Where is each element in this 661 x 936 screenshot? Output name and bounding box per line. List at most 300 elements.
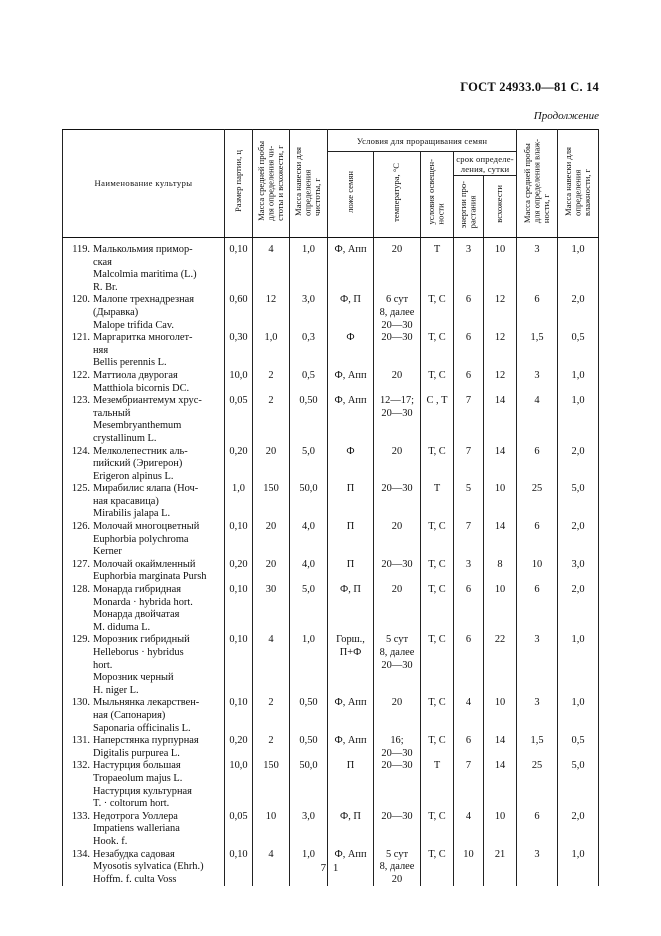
- germination-cell: 22: [484, 634, 517, 697]
- col-name-header: Наименование культуры: [63, 130, 225, 238]
- germination-cell: 14: [484, 446, 517, 484]
- crop-name-line: Mesembryanthemum: [93, 420, 182, 432]
- table-row: [63, 332, 599, 370]
- light-cell: Т, С: [421, 634, 454, 697]
- table-row: [63, 238, 599, 295]
- temperature-line: 8, далее: [379, 861, 415, 873]
- energy-cell: 7: [454, 521, 484, 559]
- bed-cell: Ф, Апп: [328, 735, 374, 760]
- crop-name-line: ная (Сапонария): [93, 709, 166, 721]
- avg-sample-cell: 150: [253, 760, 290, 810]
- crop-name-line: Монарда двойчатая: [93, 609, 180, 621]
- crop-name-first-line: [66, 634, 224, 647]
- temperature-line: 20: [391, 873, 403, 885]
- crop-name-line: hort.: [93, 659, 113, 671]
- energy-cell: 6: [454, 735, 484, 760]
- crop-name-line: Malope trifida Cav.: [93, 319, 174, 331]
- crop-name-line: Euphorbia polychroma: [93, 533, 189, 545]
- avg-moisture-cell: 3: [517, 370, 558, 395]
- page-number: 7 1: [320, 862, 341, 874]
- table-row: [63, 760, 599, 810]
- lot-size-cell: 0,10: [225, 849, 253, 887]
- crop-name-line: ская: [93, 256, 112, 268]
- temperature-line: 20—30: [381, 747, 413, 759]
- sample-moisture-cell: 1,0: [558, 634, 599, 697]
- bed-cell: Ф, П: [328, 811, 374, 849]
- crop-name-line: Monarda · hybrida hort.: [93, 596, 193, 608]
- bed-cell: Ф, Апп: [328, 395, 374, 445]
- avg-sample-cell: 20: [253, 521, 290, 559]
- crop-name-cell: [63, 811, 225, 849]
- lot-size-cell: 0,10: [225, 584, 253, 634]
- crop-name-line: няя: [93, 344, 109, 356]
- row-number: 121.: [71, 332, 90, 344]
- germination-cell: 12: [484, 294, 517, 332]
- temperature-line: 20: [391, 697, 403, 709]
- crop-name-line: R. Br.: [93, 281, 118, 293]
- crop-name-text: Молочай окаймленный: [93, 558, 196, 570]
- bed-cell: Ф, Апп: [328, 238, 374, 295]
- energy-cell: 4: [454, 697, 484, 735]
- crop-name-first-line: [66, 332, 224, 345]
- continued-label: Продолжение: [533, 110, 599, 122]
- sample-purity-cell: 5,0: [290, 584, 328, 634]
- avg-moisture-cell: 6: [517, 811, 558, 849]
- temperature-line: 16;: [390, 735, 404, 747]
- lot-size-cell: 0,20: [225, 446, 253, 484]
- light-cell: Т, С: [421, 332, 454, 370]
- temperature-cell: [374, 584, 421, 634]
- crop-name-text: Морозник гибридный: [93, 634, 190, 646]
- row-number: 133.: [71, 810, 90, 822]
- germination-cell: 12: [484, 370, 517, 395]
- lot-size-cell: 0,10: [225, 634, 253, 697]
- col-bed-header: ложе семян: [328, 152, 374, 238]
- crop-name-cell: [63, 395, 225, 445]
- lot-size-cell: 0,05: [225, 811, 253, 849]
- sample-moisture-cell: 2,0: [558, 294, 599, 332]
- avg-sample-cell: 4: [253, 849, 290, 887]
- energy-cell: 6: [454, 294, 484, 332]
- bed-cell: Ф, Апп: [328, 697, 374, 735]
- avg-moisture-cell: 6: [517, 521, 558, 559]
- table-row: [63, 697, 599, 735]
- temperature-cell: [374, 811, 421, 849]
- energy-cell: 3: [454, 238, 484, 295]
- table-row: [63, 395, 599, 445]
- avg-sample-cell: 12: [253, 294, 290, 332]
- row-number: 123.: [71, 395, 90, 407]
- temperature-cell: [374, 697, 421, 735]
- sample-purity-cell: 4,0: [290, 559, 328, 584]
- crop-name-text: Малопе трехнадрезная: [93, 294, 195, 306]
- crop-name-first-line: [66, 370, 224, 383]
- temperature-cell: [374, 370, 421, 395]
- table-row: [63, 446, 599, 484]
- sample-moisture-cell: 1,0: [558, 238, 599, 295]
- lot-size-cell: 0,20: [225, 559, 253, 584]
- germination-cell: 12: [484, 332, 517, 370]
- row-number: 119.: [72, 244, 90, 255]
- bed-cell: Ф: [328, 446, 374, 484]
- light-cell: Т, С: [421, 370, 454, 395]
- crop-name-first-line: [66, 446, 224, 459]
- crop-name-line: Mirabilis jalapa L.: [93, 508, 171, 520]
- sample-purity-cell: 0,5: [290, 370, 328, 395]
- crop-name-line: ная красавица): [93, 495, 159, 507]
- crop-name-text: Маттиола двурогая: [93, 369, 178, 381]
- row-number: 129.: [71, 634, 90, 646]
- crop-name-line: Hook. f.: [93, 835, 128, 847]
- crop-name-text: Маргаритка многолет-: [93, 332, 193, 344]
- avg-moisture-cell: 1,5: [517, 735, 558, 760]
- energy-cell: 6: [454, 634, 484, 697]
- row-number: 125.: [71, 483, 90, 495]
- temperature-cell: [374, 238, 421, 295]
- col-avg-sample-header: Масса средней пробы для определения чи- стоты и всхожести, г: [253, 130, 290, 238]
- crop-name-line: Hoffm. f. culta Voss: [93, 873, 177, 885]
- germination-conditions-header: Условия для проращивания семян: [328, 130, 517, 152]
- avg-moisture-cell: 3: [517, 849, 558, 887]
- germination-cell: 10: [484, 238, 517, 295]
- germination-cell: 10: [484, 811, 517, 849]
- germination-cell: 10: [484, 483, 517, 521]
- light-cell: С , Т: [421, 395, 454, 445]
- bed-cell: Ф, Апп: [328, 849, 374, 887]
- crop-name-text: Настурция большая: [93, 760, 181, 772]
- avg-sample-cell: 4: [253, 634, 290, 697]
- row-number: 131.: [71, 735, 90, 747]
- temperature-line: 20—30: [381, 558, 413, 570]
- crop-name-line: Настурция культурная: [93, 785, 192, 797]
- row-number: 130.: [71, 697, 90, 709]
- temperature-line: 20—30: [381, 483, 413, 495]
- temperature-cell: [374, 634, 421, 697]
- temperature-line: 20: [391, 584, 403, 596]
- crop-name-text: Наперстянка пурпурная: [93, 735, 199, 747]
- crop-name-cell: [63, 238, 225, 295]
- col-energy-header: энергии про- растания: [454, 176, 484, 238]
- avg-moisture-cell: 25: [517, 760, 558, 810]
- avg-sample-cell: 150: [253, 483, 290, 521]
- sample-purity-cell: 0,3: [290, 332, 328, 370]
- crop-name-cell: [63, 294, 225, 332]
- row-number: 120.: [71, 294, 90, 306]
- temperature-cell: [374, 735, 421, 760]
- crop-name-first-line: [66, 760, 224, 773]
- germination-cell: 21: [484, 849, 517, 887]
- sample-moisture-cell: 2,0: [558, 584, 599, 634]
- avg-sample-cell: 2: [253, 395, 290, 445]
- col-temperature-header: температура, °С: [374, 152, 421, 238]
- light-cell: Т: [421, 483, 454, 521]
- avg-sample-cell: 20: [253, 446, 290, 484]
- sample-purity-cell: 0,50: [290, 735, 328, 760]
- row-number: 128.: [71, 584, 90, 596]
- crop-name-first-line: [66, 697, 224, 710]
- bed-cell: Горш., П+Ф: [328, 634, 374, 697]
- energy-cell: 4: [454, 811, 484, 849]
- crop-table: [62, 129, 599, 886]
- table-header: [63, 130, 599, 238]
- table-row: [63, 559, 599, 584]
- row-number: 132.: [71, 760, 90, 772]
- avg-sample-cell: 2: [253, 370, 290, 395]
- crop-name-first-line: [66, 811, 224, 824]
- light-cell: Т, С: [421, 811, 454, 849]
- crop-name-line: Морозник черный: [93, 672, 174, 684]
- avg-moisture-cell: 3: [517, 634, 558, 697]
- sample-purity-cell: 3,0: [290, 811, 328, 849]
- temperature-cell: [374, 446, 421, 484]
- col-sample-moisture-header: Масса навески для определения влажности, г: [558, 130, 599, 238]
- crop-name-line: (Дыравка): [93, 306, 139, 318]
- avg-moisture-cell: 10: [517, 559, 558, 584]
- crop-name-line: Malcolmia maritima (L.): [93, 269, 197, 281]
- crop-name-first-line: [66, 735, 224, 748]
- lot-size-cell: 10,0: [225, 370, 253, 395]
- avg-moisture-cell: 6: [517, 584, 558, 634]
- temperature-line: 12—17;: [379, 395, 415, 407]
- light-cell: Т: [421, 760, 454, 810]
- temperature-line: 20: [391, 244, 403, 255]
- sample-moisture-cell: 1,0: [558, 370, 599, 395]
- crop-name-cell: [63, 446, 225, 484]
- temperature-cell: [374, 559, 421, 584]
- crop-name-cell: [63, 370, 225, 395]
- bed-cell: Ф, П: [328, 584, 374, 634]
- temperature-line: 8, далее: [379, 306, 415, 318]
- temperature-cell: [374, 521, 421, 559]
- table-row: [63, 811, 599, 849]
- crop-name-cell: [63, 634, 225, 697]
- temperature-line: 5 сут: [385, 848, 408, 860]
- col-lot-size-header: Размер партии, ц: [225, 130, 253, 238]
- lot-size-cell: 0,10: [225, 697, 253, 735]
- crop-name-text: Мыльнянка лекарствен-: [93, 697, 200, 709]
- crop-name-text: Малькольмия примор-: [93, 244, 193, 255]
- temperature-cell: [374, 332, 421, 370]
- avg-sample-cell: 1,0: [253, 332, 290, 370]
- crop-name-line: Impatiens walleriana: [93, 823, 180, 835]
- avg-moisture-cell: 6: [517, 446, 558, 484]
- sample-purity-cell: 0,50: [290, 395, 328, 445]
- lot-size-cell: 1,0: [225, 483, 253, 521]
- germination-cell: 10: [484, 584, 517, 634]
- sample-moisture-cell: 0,5: [558, 332, 599, 370]
- crop-name-text: Мирабилис ялапа (Ноч-: [93, 483, 199, 495]
- avg-moisture-cell: 3: [517, 697, 558, 735]
- crop-name-line: Euphorbia marginata Pursh: [93, 571, 207, 583]
- crop-name-line: Kerner: [93, 546, 122, 558]
- lot-size-cell: 0,05: [225, 395, 253, 445]
- sample-moisture-cell: 1,0: [558, 697, 599, 735]
- row-number: 124.: [71, 445, 90, 457]
- sample-purity-cell: 3,0: [290, 294, 328, 332]
- sample-purity-cell: 1,0: [290, 238, 328, 295]
- row-number: 126.: [71, 521, 90, 533]
- table-row: [63, 735, 599, 760]
- avg-moisture-cell: 25: [517, 483, 558, 521]
- row-number: 134.: [71, 848, 90, 860]
- crop-name-text: Мелколепестник аль-: [93, 445, 188, 457]
- crop-name-first-line: [66, 483, 224, 496]
- sample-purity-cell: 0,50: [290, 697, 328, 735]
- light-cell: Т, С: [421, 521, 454, 559]
- table-row: [63, 584, 599, 634]
- table-body: [63, 238, 599, 887]
- avg-moisture-cell: 6: [517, 294, 558, 332]
- crop-name-cell: [63, 584, 225, 634]
- crop-name-first-line: [66, 584, 224, 597]
- temperature-line: 20—30: [381, 407, 413, 419]
- crop-name-line: Helleborus · hybridus: [93, 647, 184, 658]
- energy-cell: 10: [454, 849, 484, 887]
- light-cell: Т, С: [421, 584, 454, 634]
- avg-moisture-cell: 3: [517, 238, 558, 295]
- bed-cell: Ф: [328, 332, 374, 370]
- light-cell: Т, С: [421, 697, 454, 735]
- crop-name-line: T. · coltorum hort.: [93, 798, 170, 810]
- energy-cell: 6: [454, 584, 484, 634]
- crop-name-line: Erigeron alpinus L.: [93, 470, 174, 482]
- bed-cell: П: [328, 483, 374, 521]
- lot-size-cell: 10,0: [225, 760, 253, 810]
- crop-name-line: M. diduma L.: [93, 621, 151, 633]
- crop-name-first-line: [66, 521, 224, 534]
- table-row: [63, 370, 599, 395]
- crop-name-text: Молочай многоцветный: [93, 521, 200, 533]
- crop-name-line: Digitalis purpurea L.: [93, 747, 180, 759]
- col-avg-moisture-header: Масса средней пробы для определения влаж- ности, г: [517, 130, 558, 238]
- energy-cell: 6: [454, 332, 484, 370]
- crop-name-line: crystallinum L.: [93, 432, 157, 444]
- row-number: 127.: [71, 558, 90, 570]
- sample-purity-cell: 1,0: [290, 634, 328, 697]
- light-cell: Т, С: [421, 294, 454, 332]
- lot-size-cell: 0,10: [225, 521, 253, 559]
- lot-size-cell: 0,20: [225, 735, 253, 760]
- col-sample-purity-header: Масса навески для определения чистоты, г: [290, 130, 328, 238]
- col-germination-header: всхожести: [484, 176, 517, 238]
- table-row: [63, 634, 599, 697]
- avg-sample-cell: 10: [253, 811, 290, 849]
- crop-name-cell: [63, 332, 225, 370]
- crop-name-line: Myosotis sylvatica (Ehrh.): [93, 861, 204, 873]
- energy-cell: 6: [454, 370, 484, 395]
- sample-purity-cell: 50,0: [290, 760, 328, 810]
- temperature-line: 20—30: [381, 659, 413, 671]
- sample-moisture-cell: 2,0: [558, 521, 599, 559]
- energy-cell: 5: [454, 483, 484, 521]
- table-row: [63, 521, 599, 559]
- avg-sample-cell: 2: [253, 697, 290, 735]
- light-cell: Т, С: [421, 559, 454, 584]
- sample-moisture-cell: 2,0: [558, 446, 599, 484]
- sample-moisture-cell: 5,0: [558, 760, 599, 810]
- crop-name-first-line: [66, 849, 224, 862]
- sample-moisture-cell: 5,0: [558, 483, 599, 521]
- temperature-line: 6 сут: [385, 294, 408, 306]
- avg-sample-cell: 30: [253, 584, 290, 634]
- energy-cell: 3: [454, 559, 484, 584]
- avg-moisture-cell: 1,5: [517, 332, 558, 370]
- bed-cell: Ф, П: [328, 294, 374, 332]
- germination-cell: 14: [484, 735, 517, 760]
- bed-cell: П: [328, 760, 374, 810]
- energy-cell: 7: [454, 760, 484, 810]
- lot-size-cell: 0,30: [225, 332, 253, 370]
- crop-name-line: пийский (Эригерон): [93, 458, 183, 470]
- light-cell: Т, С: [421, 849, 454, 887]
- light-cell: Т: [421, 238, 454, 295]
- temperature-line: 8, далее: [379, 647, 415, 658]
- temperature-cell: [374, 294, 421, 332]
- temperature-line: 20—30: [381, 810, 413, 822]
- temperature-cell: [374, 395, 421, 445]
- crop-name-text: Недотрога Уоллера: [93, 810, 178, 822]
- energy-cell: 7: [454, 446, 484, 484]
- temperature-line: 20: [391, 521, 403, 533]
- light-cell: Т, С: [421, 446, 454, 484]
- temperature-cell: [374, 760, 421, 810]
- crop-name-text: Монарда гибридная: [93, 584, 182, 596]
- avg-sample-cell: 20: [253, 559, 290, 584]
- germination-cell: 14: [484, 760, 517, 810]
- row-number: 122.: [71, 369, 90, 381]
- sample-purity-cell: 1,0: [290, 849, 328, 887]
- crop-name-cell: [63, 521, 225, 559]
- crop-name-line: Tropaeolum majus L.: [93, 772, 183, 784]
- crop-name-cell: [63, 697, 225, 735]
- term-header: срок определе- ления, сутки: [454, 152, 517, 176]
- crop-name-first-line: [66, 395, 224, 408]
- sample-purity-cell: 5,0: [290, 446, 328, 484]
- bed-cell: П: [328, 521, 374, 559]
- crop-name-line: тальный: [93, 407, 131, 419]
- crop-name-line: Saponaria officinalis L.: [93, 722, 191, 734]
- crop-name-first-line: [66, 244, 224, 257]
- germination-cell: 14: [484, 521, 517, 559]
- bed-cell: Ф, Апп: [328, 370, 374, 395]
- table-row: [63, 294, 599, 332]
- temperature-line: 5 сут: [385, 634, 408, 646]
- germination-cell: 8: [484, 559, 517, 584]
- crop-name-first-line: [66, 559, 224, 572]
- light-cell: Т, С: [421, 735, 454, 760]
- col-light-header: условия освещен- ности: [421, 152, 454, 238]
- germination-cell: 10: [484, 697, 517, 735]
- crop-name-text: Незабудка садовая: [93, 848, 175, 860]
- bed-cell: П: [328, 559, 374, 584]
- crop-name-line: Bellis perennis L.: [93, 357, 167, 369]
- avg-sample-cell: 2: [253, 735, 290, 760]
- crop-name-text: Мезембриантемум хрус-: [93, 395, 202, 407]
- avg-moisture-cell: 4: [517, 395, 558, 445]
- lot-size-cell: 0,60: [225, 294, 253, 332]
- crop-name-cell: [63, 735, 225, 760]
- standard-header: ГОСТ 24933.0—81 С. 14: [460, 80, 599, 94]
- crop-name-line: H. niger L.: [93, 684, 139, 696]
- lot-size-cell: 0,10: [225, 238, 253, 295]
- sample-moisture-cell: 1,0: [558, 849, 599, 887]
- table-row: [63, 483, 599, 521]
- germination-cell: 14: [484, 395, 517, 445]
- sample-moisture-cell: 1,0: [558, 395, 599, 445]
- temperature-line: 20—30: [381, 319, 413, 331]
- sample-purity-cell: 50,0: [290, 483, 328, 521]
- crop-name-line: Matthiola bicornis DC.: [93, 382, 190, 394]
